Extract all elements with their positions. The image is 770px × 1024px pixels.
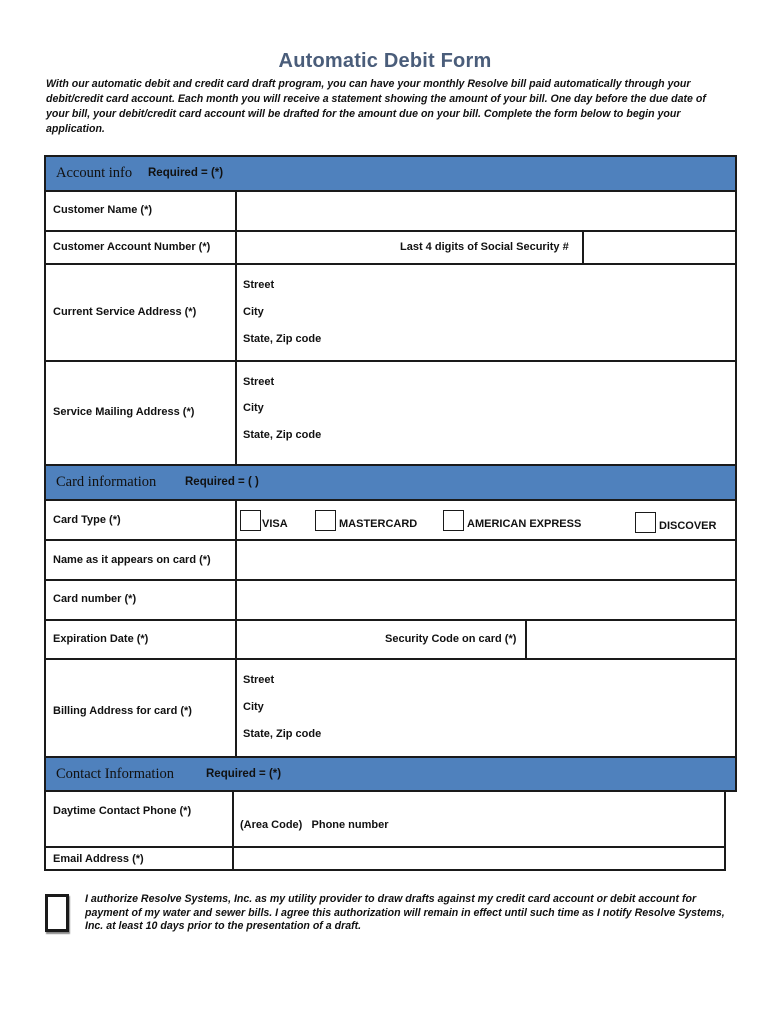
account-info-header bbox=[44, 155, 737, 192]
phone-label: Daytime Contact Phone (*) bbox=[53, 805, 192, 817]
card-type-label: Card Type (*) bbox=[53, 514, 121, 526]
contact-info-title: Contact Information bbox=[56, 766, 174, 782]
name-on-card-field[interactable] bbox=[238, 542, 734, 578]
ssn-label: Last 4 digits of Social Security # bbox=[400, 241, 569, 253]
contact-required-note: Required = (*) bbox=[206, 768, 282, 780]
card-required-note: Required = ( ) bbox=[185, 476, 259, 488]
expiration-field[interactable] bbox=[238, 622, 378, 657]
mastercard-checkbox[interactable] bbox=[315, 510, 336, 531]
form-title: Automatic Debit Form bbox=[278, 50, 492, 72]
billing-street-label[interactable]: Street bbox=[243, 674, 275, 686]
mailing-city-label[interactable]: City bbox=[243, 402, 264, 414]
discover-checkbox[interactable] bbox=[635, 512, 656, 533]
phone-field[interactable]: (Area Code) Phone number bbox=[240, 819, 389, 831]
authorization-text: I authorize Resolve Systems, Inc. as my utility provider to draw drafts against my credit card account or debit account for payment of my water and sewer bills. I agree this authorization will remain in effect until such time as I notify Resolve Systems, Inc. at least 10 days prior to the presentation of a draft. bbox=[85, 893, 725, 932]
mastercard-label: MASTERCARD bbox=[339, 518, 418, 530]
customer-name-label: Customer Name (*) bbox=[53, 204, 153, 216]
card-info-title: Card information bbox=[56, 474, 157, 490]
service-state-zip-label[interactable]: State, Zip code bbox=[243, 333, 322, 345]
security-code-label: Security Code on card (*) bbox=[385, 633, 517, 645]
visa-label: VISA bbox=[262, 518, 288, 530]
discover-label: DISCOVER bbox=[659, 520, 717, 532]
ssn-field[interactable] bbox=[586, 233, 734, 262]
billing-state-zip-label[interactable]: State, Zip code bbox=[243, 728, 322, 740]
email-label: Email Address (*) bbox=[53, 853, 144, 865]
customer-name-field[interactable] bbox=[238, 193, 734, 229]
mailing-state-zip-label[interactable]: State, Zip code bbox=[243, 429, 322, 441]
billing-city-label[interactable]: City bbox=[243, 701, 264, 713]
service-city-label[interactable]: City bbox=[243, 306, 264, 318]
american-express-checkbox[interactable] bbox=[443, 510, 464, 531]
email-field[interactable] bbox=[235, 848, 723, 869]
account-number-field[interactable] bbox=[238, 233, 388, 262]
account-required-note: Required = (*) bbox=[148, 167, 224, 179]
card-number-field[interactable] bbox=[238, 582, 734, 618]
mailing-street-label[interactable]: Street bbox=[243, 376, 275, 388]
service-address-label: Current Service Address (*) bbox=[53, 306, 197, 318]
mailing-address-label: Service Mailing Address (*) bbox=[53, 406, 195, 418]
contact-info-header bbox=[44, 756, 737, 792]
visa-checkbox[interactable] bbox=[240, 510, 261, 531]
service-street-label[interactable]: Street bbox=[243, 279, 275, 291]
authorization-checkbox[interactable] bbox=[45, 894, 69, 932]
expiration-label: Expiration Date (*) bbox=[53, 633, 149, 645]
billing-address-label: Billing Address for card (*) bbox=[53, 705, 192, 717]
intro-paragraph: With our automatic debit and credit card draft program, you can have your monthly Resolve bill paid automatically through your debit/credit card account. Each month you will receive a statement showing the amount of your bill. One day before the due date of your bill, your debit/credit card account will be drafted for the amount due on your bill. Complete the form below to begin your application. bbox=[46, 78, 706, 135]
card-info-header bbox=[44, 464, 737, 501]
american-express-label: AMERICAN EXPRESS bbox=[467, 518, 582, 530]
security-code-field[interactable] bbox=[529, 622, 734, 657]
account-info-title: Account info bbox=[56, 165, 133, 181]
account-number-label: Customer Account Number (*) bbox=[53, 241, 211, 253]
card-number-label: Card number (*) bbox=[53, 593, 137, 605]
name-on-card-label: Name as it appears on card (*) bbox=[53, 554, 211, 566]
